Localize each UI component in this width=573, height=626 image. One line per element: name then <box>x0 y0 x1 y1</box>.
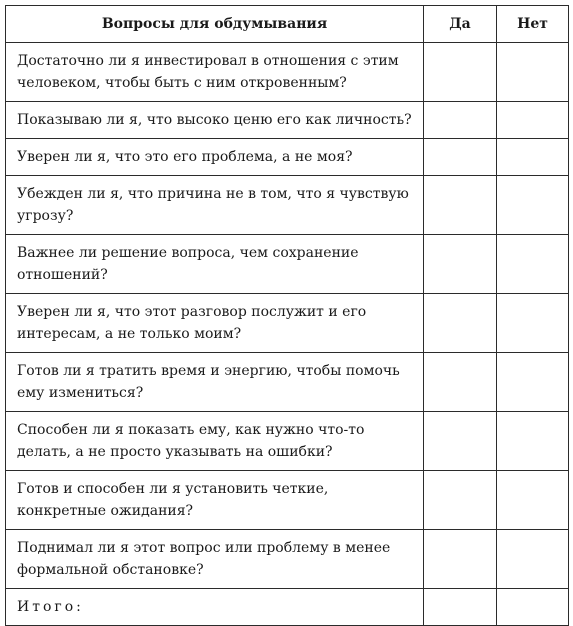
no-cell[interactable] <box>497 43 569 102</box>
table-row <box>6 176 569 235</box>
question-cell: Готов ли я тратить время и энергию, чтобы помочь ему измениться? <box>6 353 424 412</box>
yes-cell[interactable] <box>424 235 497 294</box>
table-row <box>6 471 569 530</box>
no-cell[interactable] <box>497 530 569 589</box>
yes-cell[interactable] <box>424 294 497 353</box>
question-cell: Достаточно ли я инвестировал в отношения с этим человеком, чтобы быть с ним откровенным? <box>6 43 424 102</box>
questions-column-header: Вопросы для обдумывания <box>6 6 424 43</box>
no-cell[interactable] <box>497 353 569 412</box>
table-row <box>6 353 569 412</box>
question-cell: Уверен ли я, что этот разговор послужит и его интересам, а не только моим? <box>6 294 424 353</box>
yes-column-header: Да <box>424 6 497 43</box>
total-label: Итого: <box>6 589 424 626</box>
question-cell: Уверен ли я, что это его проблема, а не моя? <box>6 139 424 176</box>
reflection-questions-table <box>5 5 569 626</box>
no-cell[interactable] <box>497 412 569 471</box>
total-row <box>6 589 569 626</box>
table-row <box>6 235 569 294</box>
no-cell[interactable] <box>497 102 569 139</box>
table-row <box>6 412 569 471</box>
no-cell[interactable] <box>497 176 569 235</box>
yes-cell[interactable] <box>424 353 497 412</box>
yes-cell[interactable] <box>424 139 497 176</box>
question-cell: Убежден ли я, что причина не в том, что я чувствую угрозу? <box>6 176 424 235</box>
table-row <box>6 139 569 176</box>
question-cell: Готов и способен ли я установить четкие, конкретные ожидания? <box>6 471 424 530</box>
yes-cell[interactable] <box>424 176 497 235</box>
no-total-cell[interactable] <box>497 589 569 626</box>
no-cell[interactable] <box>497 294 569 353</box>
no-cell[interactable] <box>497 139 569 176</box>
yes-cell[interactable] <box>424 102 497 139</box>
table-row <box>6 102 569 139</box>
yes-total-cell[interactable] <box>424 589 497 626</box>
no-column-header: Нет <box>497 6 569 43</box>
table-row <box>6 43 569 102</box>
question-cell: Показываю ли я, что высоко ценю его как личность? <box>6 102 424 139</box>
yes-cell[interactable] <box>424 471 497 530</box>
yes-cell[interactable] <box>424 412 497 471</box>
table-header-row <box>6 6 569 43</box>
question-cell: Способен ли я показать ему, как нужно что-то делать, а не просто указывать на ошибки? <box>6 412 424 471</box>
question-cell: Поднимал ли я этот вопрос или проблему в менее формальной обстановке? <box>6 530 424 589</box>
question-cell: Важнее ли решение вопроса, чем сохранение отношений? <box>6 235 424 294</box>
table-row <box>6 294 569 353</box>
table-row <box>6 530 569 589</box>
yes-cell[interactable] <box>424 530 497 589</box>
yes-cell[interactable] <box>424 43 497 102</box>
no-cell[interactable] <box>497 235 569 294</box>
no-cell[interactable] <box>497 471 569 530</box>
